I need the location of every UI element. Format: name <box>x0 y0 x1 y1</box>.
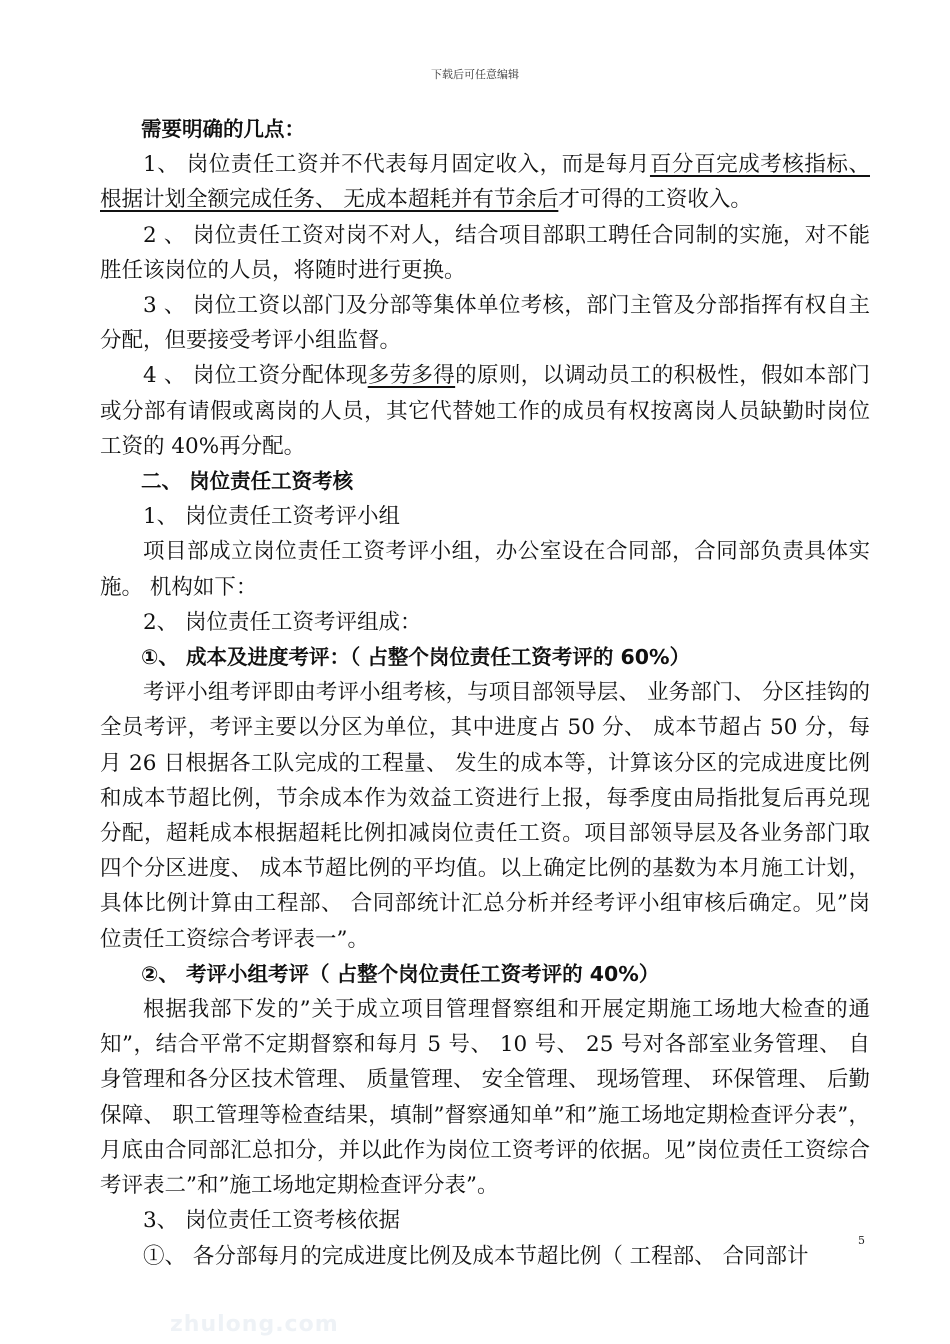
paragraph-1-underlined: 百分百完成考核指标、 根据计划全额完成任务、 无成本超耗并有节余后 <box>100 152 870 213</box>
subsection-3: 3、 岗位责任工资考核依据 <box>143 1208 401 1234</box>
paragraph-1 <box>100 147 870 217</box>
watermark: zhulong.com <box>170 1312 339 1337</box>
paragraph-4 <box>100 358 870 464</box>
paragraph-5: 项目部成立岗位责任工资考评小组，办公室设在合同部，合同部负责具体实施。 机构如下： <box>100 539 870 600</box>
paragraph-1-end: 才可得的工资收入。 <box>558 187 752 213</box>
paragraph-6: 考评小组考评即由考评小组考核，与项目部领导层、 业务部门、 分区挂钩的全员考评，考评主要以分区为单位，其中进度占 50 分、 成本节超占 50 分，每月 26 日根据各工队完成的工程量、 发生的成本等，计算该分区的完成进度比例和成本节超比例，节余成本作为效益工资进行上报，每季度由局指批复后再兑现分配，超耗成本根据超耗比例扣减岗位责任工资。项目部领导层及各业务部门取四个分区进度、 成本节超比例的平均值。以上确定比例的基数为本月施工计划，具体比例计算由工程部、 合同部统计汇总分析并经考评小组审核后确定。见”岗位责任工资综合考评表一”。 <box>100 680 870 952</box>
paragraph-4-start: 4 、 岗位工资分配体现 <box>143 363 368 389</box>
heading-cost-progress: ①、 成本及进度考评：（ 占整个岗位责任工资考评的 60%） <box>141 645 691 670</box>
paragraph-1-start: 1、 岗位责任工资并不代表每月固定收入，而是每月 <box>143 152 650 178</box>
paragraph-4-end: 的原则，以调动员工的积极性，假如本部门或分部有请假或离岗的人员，其它代替她工作的成员有权按离岗人员缺勤时岗位工资的 40%再分配。 <box>100 363 870 459</box>
heading-points: 需要明确的几点： <box>141 117 305 141</box>
subsection-2: 2、 岗位责任工资考评组成： <box>143 609 422 635</box>
heading-group-review: ②、 考评小组考评（ 占整个岗位责任工资考评的 40%） <box>141 961 660 986</box>
paragraph-7: 根据我部下发的”关于成立项目管理督察组和开展定期施工场地大检查的通知”，结合平常不定期督察和每月 5 号、 10 号、 25 号对各部室业务管理、 自身管理和各分区技术管理、 质量管理、 安全管理、 现场管理、 环保管理、 后勤保障、 职工管理等检查结果，填制”督察通知单”和”施工场地定期检查评分表”，月底由合同部汇总扣分，并以此作为岗位工资考评的依据。见”岗位责任工资综合考评表二”和”施工场地定期检查评分表”。 <box>100 997 870 1199</box>
section-heading-2: 二、 岗位责任工资考核 <box>141 469 354 494</box>
document-body <box>100 112 870 1274</box>
paragraph-3: 3 、 岗位工资以部门及分部等集体单位考核，部门主管及分部指挥有权自主分配，但要接受考评小组监督。 <box>100 293 870 354</box>
paragraph-8: ①、 各分部每月的完成进度比例及成本节超比例（ 工程部、 合同部计 <box>143 1243 809 1269</box>
paragraph-2: 2 、 岗位责任工资对岗不对人，结合项目部职工聘任合同制的实施，对不能胜任该岗位的人员，将随时进行更换。 <box>100 222 870 283</box>
paragraph-4-underlined: 多劳多得 <box>367 363 456 389</box>
page-header: 下载后可任意编辑 <box>431 68 519 81</box>
subsection-1: 1、 岗位责任工资考评小组 <box>143 504 401 530</box>
page-number: 5 <box>858 1234 865 1247</box>
